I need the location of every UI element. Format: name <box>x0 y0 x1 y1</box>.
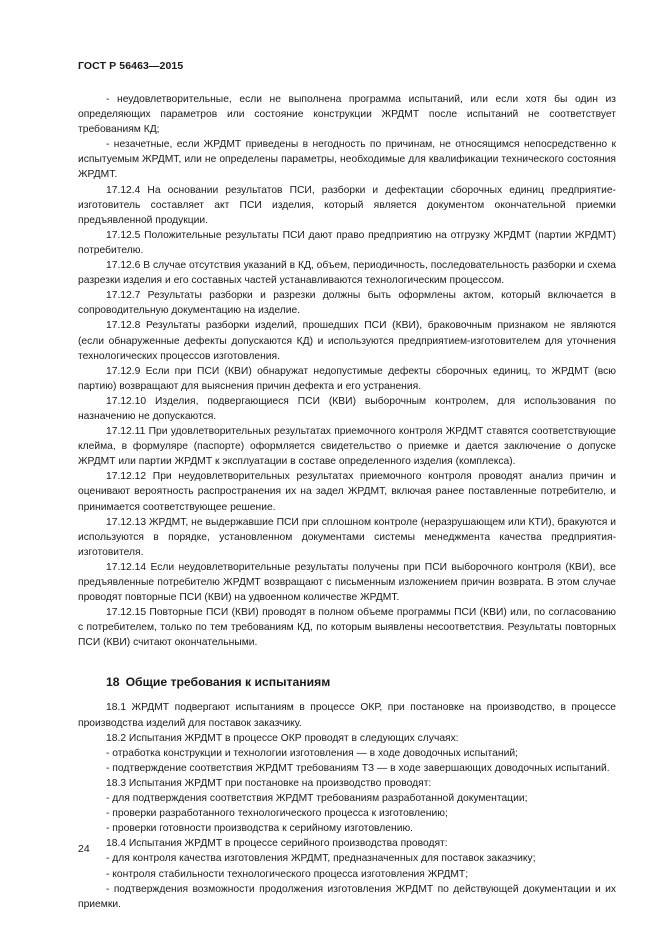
paragraph: 17.12.7 Результаты разборки и разрезки должны быть оформлены актом, который включается в сопроводительную документацию на изделие. <box>78 290 616 317</box>
page-number: 24 <box>78 843 90 855</box>
paragraph: - неудовлетворительные, если не выполнена программа испытаний, или если хотя бы один из определяющих параметров или состояние конструкции ЖРДМТ после испытаний не соответствует требованиям КД; <box>78 94 616 136</box>
section-heading <box>106 675 616 690</box>
paragraph: 18.3 Испытания ЖРДМТ при постановке на производство проводят: <box>106 777 432 789</box>
paragraph: 17.12.11 При удовлетворительных результатах приемочного контроля ЖРДМТ ставятся соответствующие клейма, в формуляре (паспорте) оформляется свидетельство о приемке и дается заключение о допуске ЖРДМТ или партии ЖРДМТ к эксплуатации в составе определенного изделия (комплекса). <box>78 426 616 468</box>
paragraph: 18.4 Испытания ЖРДМТ в процессе серийного производства проводят: <box>106 838 448 850</box>
paragraph: 17.12.10 Изделия, подвергающиеся ПСИ (КВИ) выборочным контролем, для использования по назначению не допускаются. <box>78 395 616 422</box>
list-item: - проверки готовности производства к серийному изготовлению. <box>106 823 414 835</box>
paragraph: 18.1 ЖРДМТ подвергают испытаниям в процессе ОКР, при постановке на производство, в процессе производства изделий для поставок заказчику. <box>78 702 616 729</box>
list-item: - отработка конструкции и технологии изготовления — в ходе доводочных испытаний; <box>106 747 518 759</box>
paragraph: 17.12.5 Положительные результаты ПСИ дают право предприятию на отгрузку ЖРДМТ (партии ЖРДМТ) потребителю. <box>78 229 616 256</box>
list-item: - для контроля качества изготовления ЖРДМТ, предназначенных для поставок заказчику; <box>106 853 536 865</box>
paragraph: 17.12.9 Если при ПСИ (КВИ) обнаружат недопустимые дефекты сборочных единиц, то ЖРДМТ (всю партию) возвращают для выяснения причин дефекта и его устранения. <box>78 365 616 392</box>
paragraph: - незачетные, если ЖРДМТ приведены в негодность по причинам, не относящимся непосредственно к испытуемым ЖРДМТ, или не определены параметры, необходимые для квалификации технического состояния ЖРДМТ. <box>78 139 616 181</box>
paragraph: 17.12.14 Если неудовлетворительные результаты получены при ПСИ выборочного контроля (КВИ), все предъявленные потребителю ЖРДМТ возвращают с письменным изложением причин возврата. В этом случае проводят повторные ПСИ (КВИ) на удвоенном количестве ЖРДМТ. <box>78 561 616 604</box>
paragraph: 18.2 Испытания ЖРДМТ в процессе ОКР проводят в следующих случаях: <box>106 732 459 744</box>
paragraph: 17.12.13 ЖРДМТ, не выдержавшие ПСИ при сплошном контроле (неразрушающем или КТИ), бракуются и используются в порядке, установленном документами системы менеджмента качества предприятия-изготовителя. <box>78 516 616 558</box>
paragraph: 17.12.4 На основании результатов ПСИ, разборки и дефектации сборочных единиц предприятие-изготовитель составляет акт ПСИ изделия, который является документом окончательной приемки предъявленной продукции. <box>78 184 616 226</box>
paragraph: 17.12.8 Результаты разборки изделий, прошедших ПСИ (КВИ), браковочным признаком не являются (если обнаруженные дефекты допускаются КД) и используются предприятием-изготовителем для уточнения технологических процессов изготовления. <box>78 320 616 362</box>
paragraph: 17.12.6 В случае отсутствия указаний в КД, объем, периодичность, последовательность разборки и схема разрезки изделия и его составных частей устанавливаются технологическим процессом. <box>78 260 616 287</box>
paragraph: 17.12.15 Повторные ПСИ (КВИ) проводят в полном объеме программы ПСИ (КВИ) или, по согласованию с потребителем, только по тем требованиям КД, по которым выявлены несоответствия. Результаты повторных ПСИ (КВИ) считают окончательными. <box>78 607 616 649</box>
paragraphs-after-section <box>78 700 616 911</box>
section-number: 18 <box>106 675 120 690</box>
list-item: - контроля стабильности технологического процесса изготовления ЖРДМТ; <box>106 868 469 880</box>
paragraphs-before-section <box>78 92 616 650</box>
section-title: Общие требования к испытаниям <box>125 675 331 690</box>
page-content <box>78 92 616 912</box>
standard-header: ГОСТ Р 56463—2015 <box>78 60 184 72</box>
list-item: - подтверждения возможности продолжения изготовления ЖРДМТ по действующей документации и их приемки. <box>78 883 616 910</box>
list-item: - для подтверждения соответствия ЖРДМТ требованиям разработанной документации; <box>106 793 528 805</box>
list-item: - проверки разработанного технологического процесса к изготовлению; <box>106 808 448 820</box>
list-item: - подтверждение соответствия ЖРДМТ требованиям ТЗ — в ходе завершающих доводочных испытаний. <box>106 762 610 774</box>
paragraph: 17.12.12 При неудовлетворительных результатах приемочного контроля проводят анализ причин и оценивают вероятность распространения их на задел ЖРДМТ, включая ранее поставленные потребителю, и принимается соответствующее решение. <box>78 471 616 513</box>
